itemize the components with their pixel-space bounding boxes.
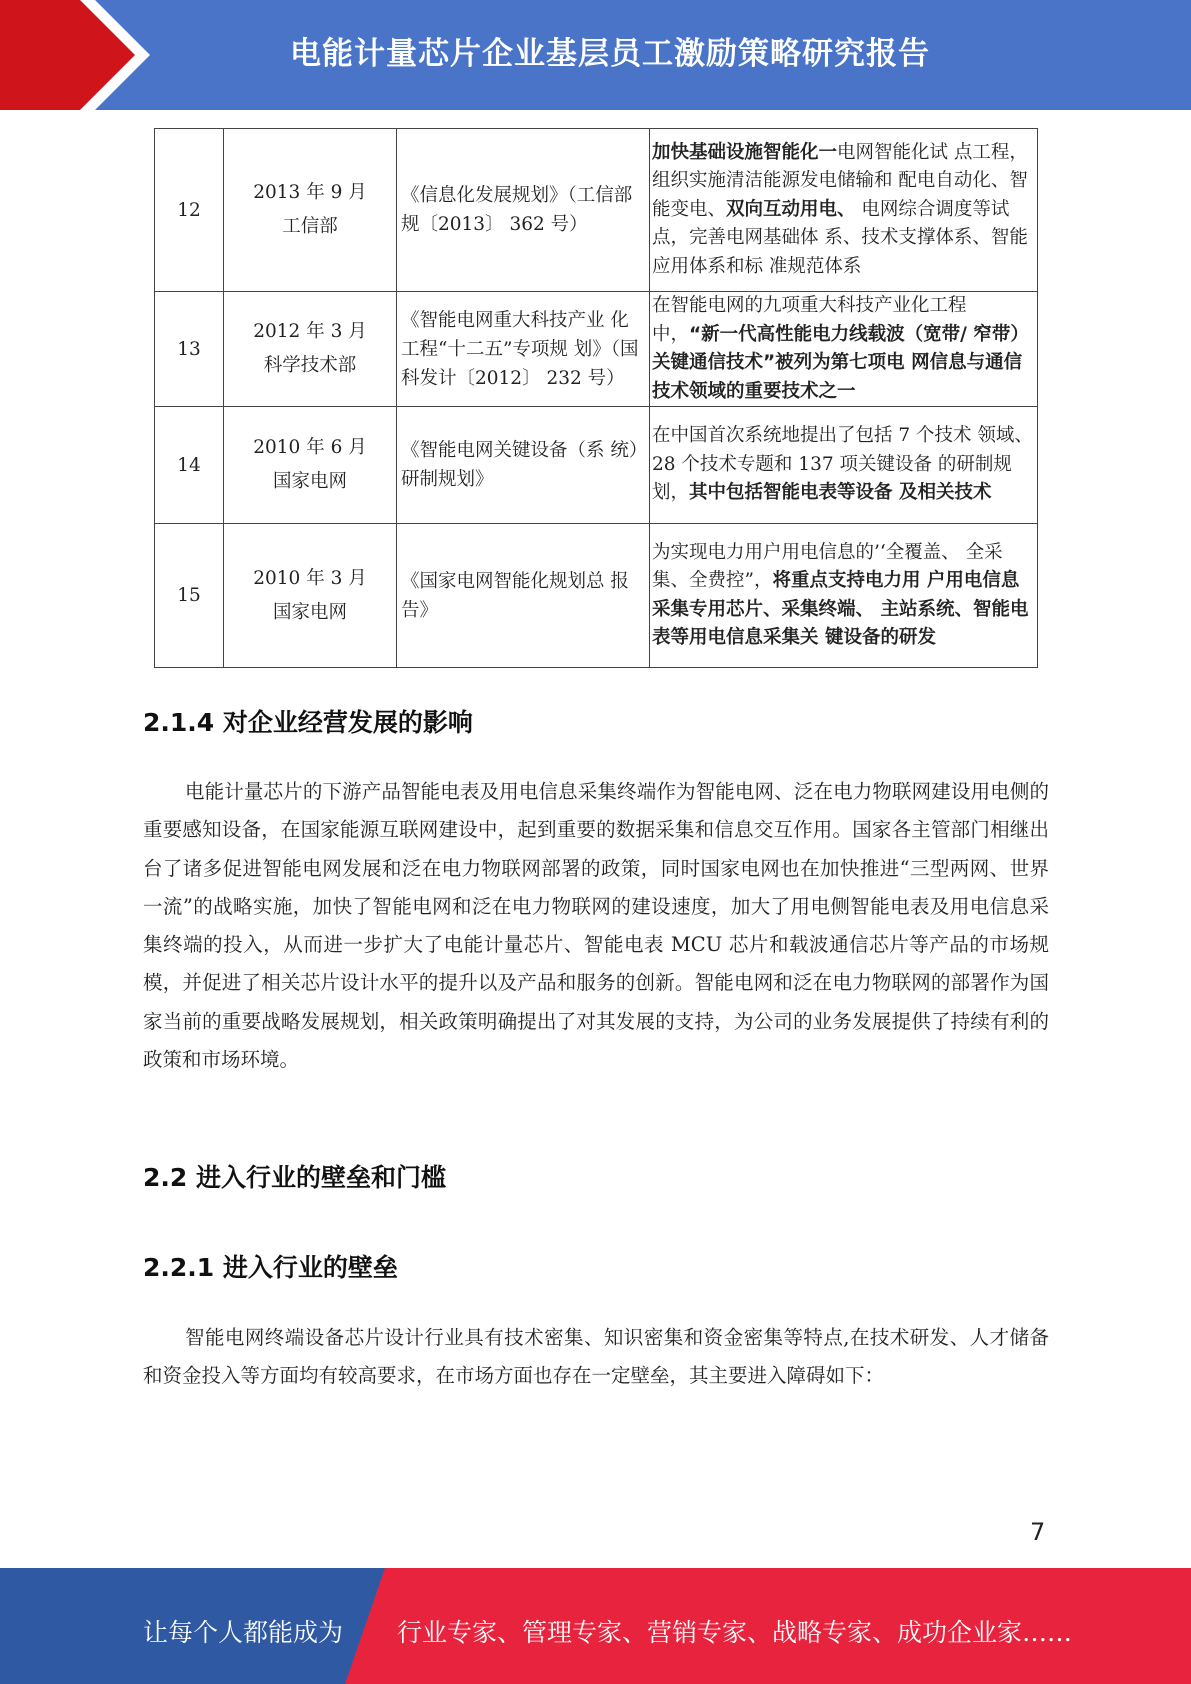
content-text: 电网智能化试 点工程，组织实施清洁能源发电储输和 配电自动化、智能变电、 xyxy=(652,141,1028,220)
content-bold: 将重点支持电力用 户用电信息采集专用芯片、采集终端、 主站系统、智能电表等用电信息采集关 键设备的研发 xyxy=(652,570,1029,648)
row-document: 《智能电网关键设备（系 统）研制规划》 xyxy=(397,407,650,524)
row-date-cell xyxy=(224,129,397,292)
content-text: 在智能电网的九项重大科技产业化工程 中， xyxy=(652,295,967,345)
row-issuer: 科学技术部 xyxy=(263,355,357,376)
row-number: 15 xyxy=(155,524,224,668)
table-row xyxy=(155,292,1038,407)
content-bold: “新一代高性能电力线载波（宽带/ 窄带）关键通信技术”被列为第七项电 网信息与通信技术领域的重要技术之一 xyxy=(652,323,1029,402)
content-bold: 加快基础设施智能化一 xyxy=(652,141,838,163)
row-content xyxy=(650,292,1038,407)
footer-slogan-right: 行业专家、管理专家、营销专家、战略专家、成功企业家…… xyxy=(397,1618,1073,1647)
row-date: 2010 年 6 月 xyxy=(253,437,367,458)
table-row xyxy=(155,407,1038,524)
row-document: 《信息化发展规划》（工信部规〔2013〕 362 号） xyxy=(397,129,650,292)
content-text: 电网综合调度等试点，完善电网基础体 系、技术支撑体系、智能应用体系和标 准规范体系 xyxy=(652,198,1028,277)
row-date: 2010 年 3 月 xyxy=(253,567,367,589)
header-arrow-decoration xyxy=(0,0,160,110)
section-heading: 2.2.1 进入行业的壁垒 xyxy=(143,1253,398,1282)
content-text: 在中国首次系统地提出了包括 7 个技术 领域、28 个技术专题和 137 项关键设备 的研制规划， xyxy=(652,425,1033,504)
row-content xyxy=(650,129,1038,292)
page-number: 7 xyxy=(1030,1518,1046,1546)
row-date-cell xyxy=(224,407,397,524)
content-bold: 双向互动用电、 xyxy=(726,198,856,220)
row-issuer: 工信部 xyxy=(282,216,338,237)
row-date-cell xyxy=(224,524,397,668)
header-title: 电能计量芯片企业基层员工激励策略研究报告 xyxy=(290,36,930,72)
row-content xyxy=(650,407,1038,524)
row-number: 13 xyxy=(155,292,224,407)
row-date: 2012 年 3 月 xyxy=(253,321,367,342)
row-document: 《国家电网智能化规划总 报告》 xyxy=(397,524,650,668)
section-heading: 2.1.4 对企业经营发展的影响 xyxy=(143,708,473,737)
footer-slogan-left: 让每个人都能成为 xyxy=(143,1618,344,1647)
content-text: 为实现电力用户用电信息的’‘全覆盖、 全采集、全费控”， xyxy=(652,541,1003,591)
policy-table xyxy=(154,128,1038,668)
row-date-cell xyxy=(224,292,397,407)
table-row xyxy=(155,524,1038,668)
row-document: 《智能电网重大科技产业 化工程“十二五”专项规 划》（国科发计〔2012〕 232 号） xyxy=(397,292,650,407)
row-issuer: 国家电网 xyxy=(272,471,347,492)
body-paragraph: 智能电网终端设备芯片设计行业具有技术密集、知识密集和资金密集等特点,在技术研发、人才储备和资金投入等方面均有较高要求，在市场方面也存在一定壁垒，其主要进入障碍如下： xyxy=(143,1326,1049,1388)
row-number: 12 xyxy=(155,129,224,292)
content-bold: 其中包括智能电表等设备 及相关技术 xyxy=(689,482,992,504)
section-heading: 2.2 进入行业的壁垒和门槛 xyxy=(143,1163,446,1192)
page-footer xyxy=(0,1568,1191,1684)
row-issuer: 国家电网 xyxy=(272,601,347,623)
table-row xyxy=(155,129,1038,292)
page-header xyxy=(0,0,1191,110)
row-number: 14 xyxy=(155,407,224,524)
row-content xyxy=(650,524,1038,668)
row-date: 2013 年 9 月 xyxy=(253,182,367,203)
body-paragraph: 电能计量芯片的下游产品智能电表及用电信息采集终端作为智能电网、泛在电力物联网建设用电侧的重要感知设备，在国家能源互联网建设中，起到重要的数据采集和信息交互作用。国家各主管部门相继出台了诸多促进智能电网发展和泛在电力物联网部署的政策，同时国家电网也在加快推进“三型两网、世界一流”的战略实施，加快了智能电网和泛在电力物联网的建设速度，加大了用电侧智能电表及用电信息采集终端的投入，从而进一步扩大了电能计量芯片、智能电表 MCU 芯片和载波通信芯片等产品的市场规模，并促进了相关芯片设计水平的提升以及产品和服务的创新。智能电网和泛在电力物联网的部署作为国家当前的重要战略发展规划，相关政策明确提出了对其发展的支持，为公司的业务发展提供了持续有利的政策和市场环境。 xyxy=(143,780,1049,1072)
